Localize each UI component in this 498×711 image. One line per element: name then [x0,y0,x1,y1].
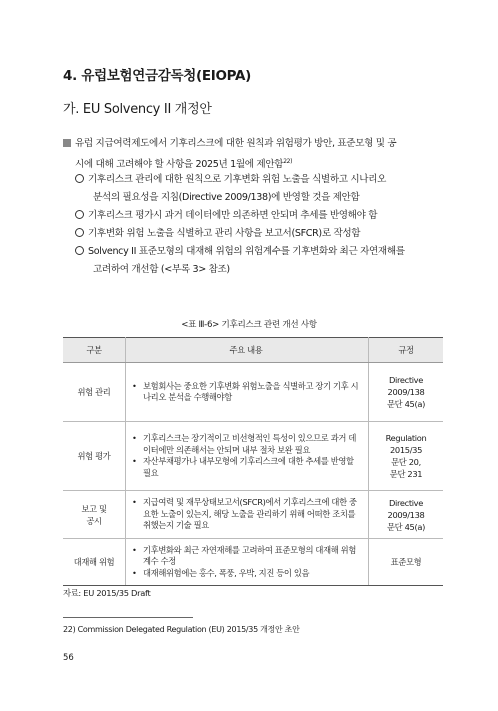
list-item: • 기후변화와 최근 자연재해를 고려하여 표준모형의 대재해 위험계수 수정 [130,545,362,568]
cell-content [126,539,369,586]
sub-bullet-1-line-1: 기후리스크 관리에 대한 원칙으로 기후변화 위험 노출을 식별하고 시나리오 [63,171,443,189]
cell-regulation: 표준모형 [369,539,444,586]
header-regulation: 규정 [369,338,444,363]
footnote-divider [63,617,193,618]
footnote: 22) Commission Delegated Regulation (EU) 2015/35 개정안 초안 [63,625,300,634]
page-number: 56 [63,653,74,663]
cell-content [126,363,369,422]
table-header-row [63,338,443,363]
circle-bullet-icon [75,174,84,183]
cell-category: 대재해 위험 [63,539,126,586]
list-item: • 보험회사는 중요한 기후변화 위험노출을 식별하고 장기 기후 시나리오 분석을 수행해야함 [130,381,362,404]
circle-bullet-icon [75,210,84,219]
cell-category: 보고 및 공시 [63,491,126,539]
table-source: 자료: EU 2015/35 Draft [63,588,151,598]
section-heading: 4. 유럽보험연금감독청(EIOPA) [63,68,252,84]
circle-bullet-icon [75,228,84,237]
main-bullet-line-2: 시에 대해 고려해야 할 사항을 2025년 1월에 제안함$^{22)}$ [75,158,293,171]
table-row [63,539,443,586]
body-bullets [63,135,443,279]
sub-bullet-3: 기후변화 위험 노출을 식별하고 관리 사항을 보고서(SFCR)로 작성함 [63,225,443,243]
header-category: 구분 [63,338,126,363]
cell-category: 위험 관리 [63,363,126,422]
climate-risk-table [63,337,443,586]
table-row [63,422,443,491]
header-content: 주요 내용 [126,338,369,363]
sub-bullet-2: 기후리스크 평가시 과거 데이터에만 의존하면 안되며 추세를 반영해야 함 [63,207,443,225]
table-caption: <표 Ⅲ-6> 기후리스크 관련 개선 사항 [181,320,317,330]
sub-bullet-4-line-2: 고려하여 개선함 (<부록 3> 참조) [93,264,230,275]
table-row [63,491,443,539]
cell-regulation: Regulation 2015/35 문단 20, 문단 231 [369,422,444,491]
subsection-heading: 가. EU Solvency II 개정안 [63,102,212,117]
list-item: • 지급여력 및 재무상태보고서(SFCR)에서 기후리스크에 대한 중요한 노출이 있는지, 해당 노출을 관리하기 위해 어떠한 조치를 취했는지 기술 필요 [130,497,362,532]
circle-bullet-icon [75,246,84,255]
list-item: • 기후리스크는 장기적이고 비선형적인 특성이 있으므로 과거 데이터에만 의존해서는 안되며 내부 절차 보완 필요 [130,433,362,456]
cell-content [126,422,369,491]
list-item: • 대재해위험에는 홍수, 폭풍, 우박, 지진 등이 있음 [130,568,362,580]
sub-bullet-1-line-2: 분석의 필요성을 지침(Directive 2009/138)에 반영할 것을 제안함 [93,192,360,203]
cell-regulation: Directive 2009/138 문단 45(a) [369,363,444,422]
cell-content [126,491,369,539]
cell-category: 위험 평가 [63,422,126,491]
list-item: • 자산부채평가나 내부모형에 기후리스크에 대한 추세를 반영할 필요 [130,456,362,479]
cell-regulation: Directive 2009/138 문단 45(a) [369,491,444,539]
main-bullet-line-1: 유럽 지급여력제도에서 기후리스크에 대한 원칙과 위험평가 방안, 표준모형 및 공 [63,135,443,153]
table-row [63,363,443,422]
square-bullet-icon [63,139,71,147]
footnote-ref[interactable]: 22) [283,158,293,165]
sub-bullet-4-line-1: Solvency II 표준모형의 대재해 위험의 위험계수를 기후변화와 최근 자연재해를 [63,243,443,261]
